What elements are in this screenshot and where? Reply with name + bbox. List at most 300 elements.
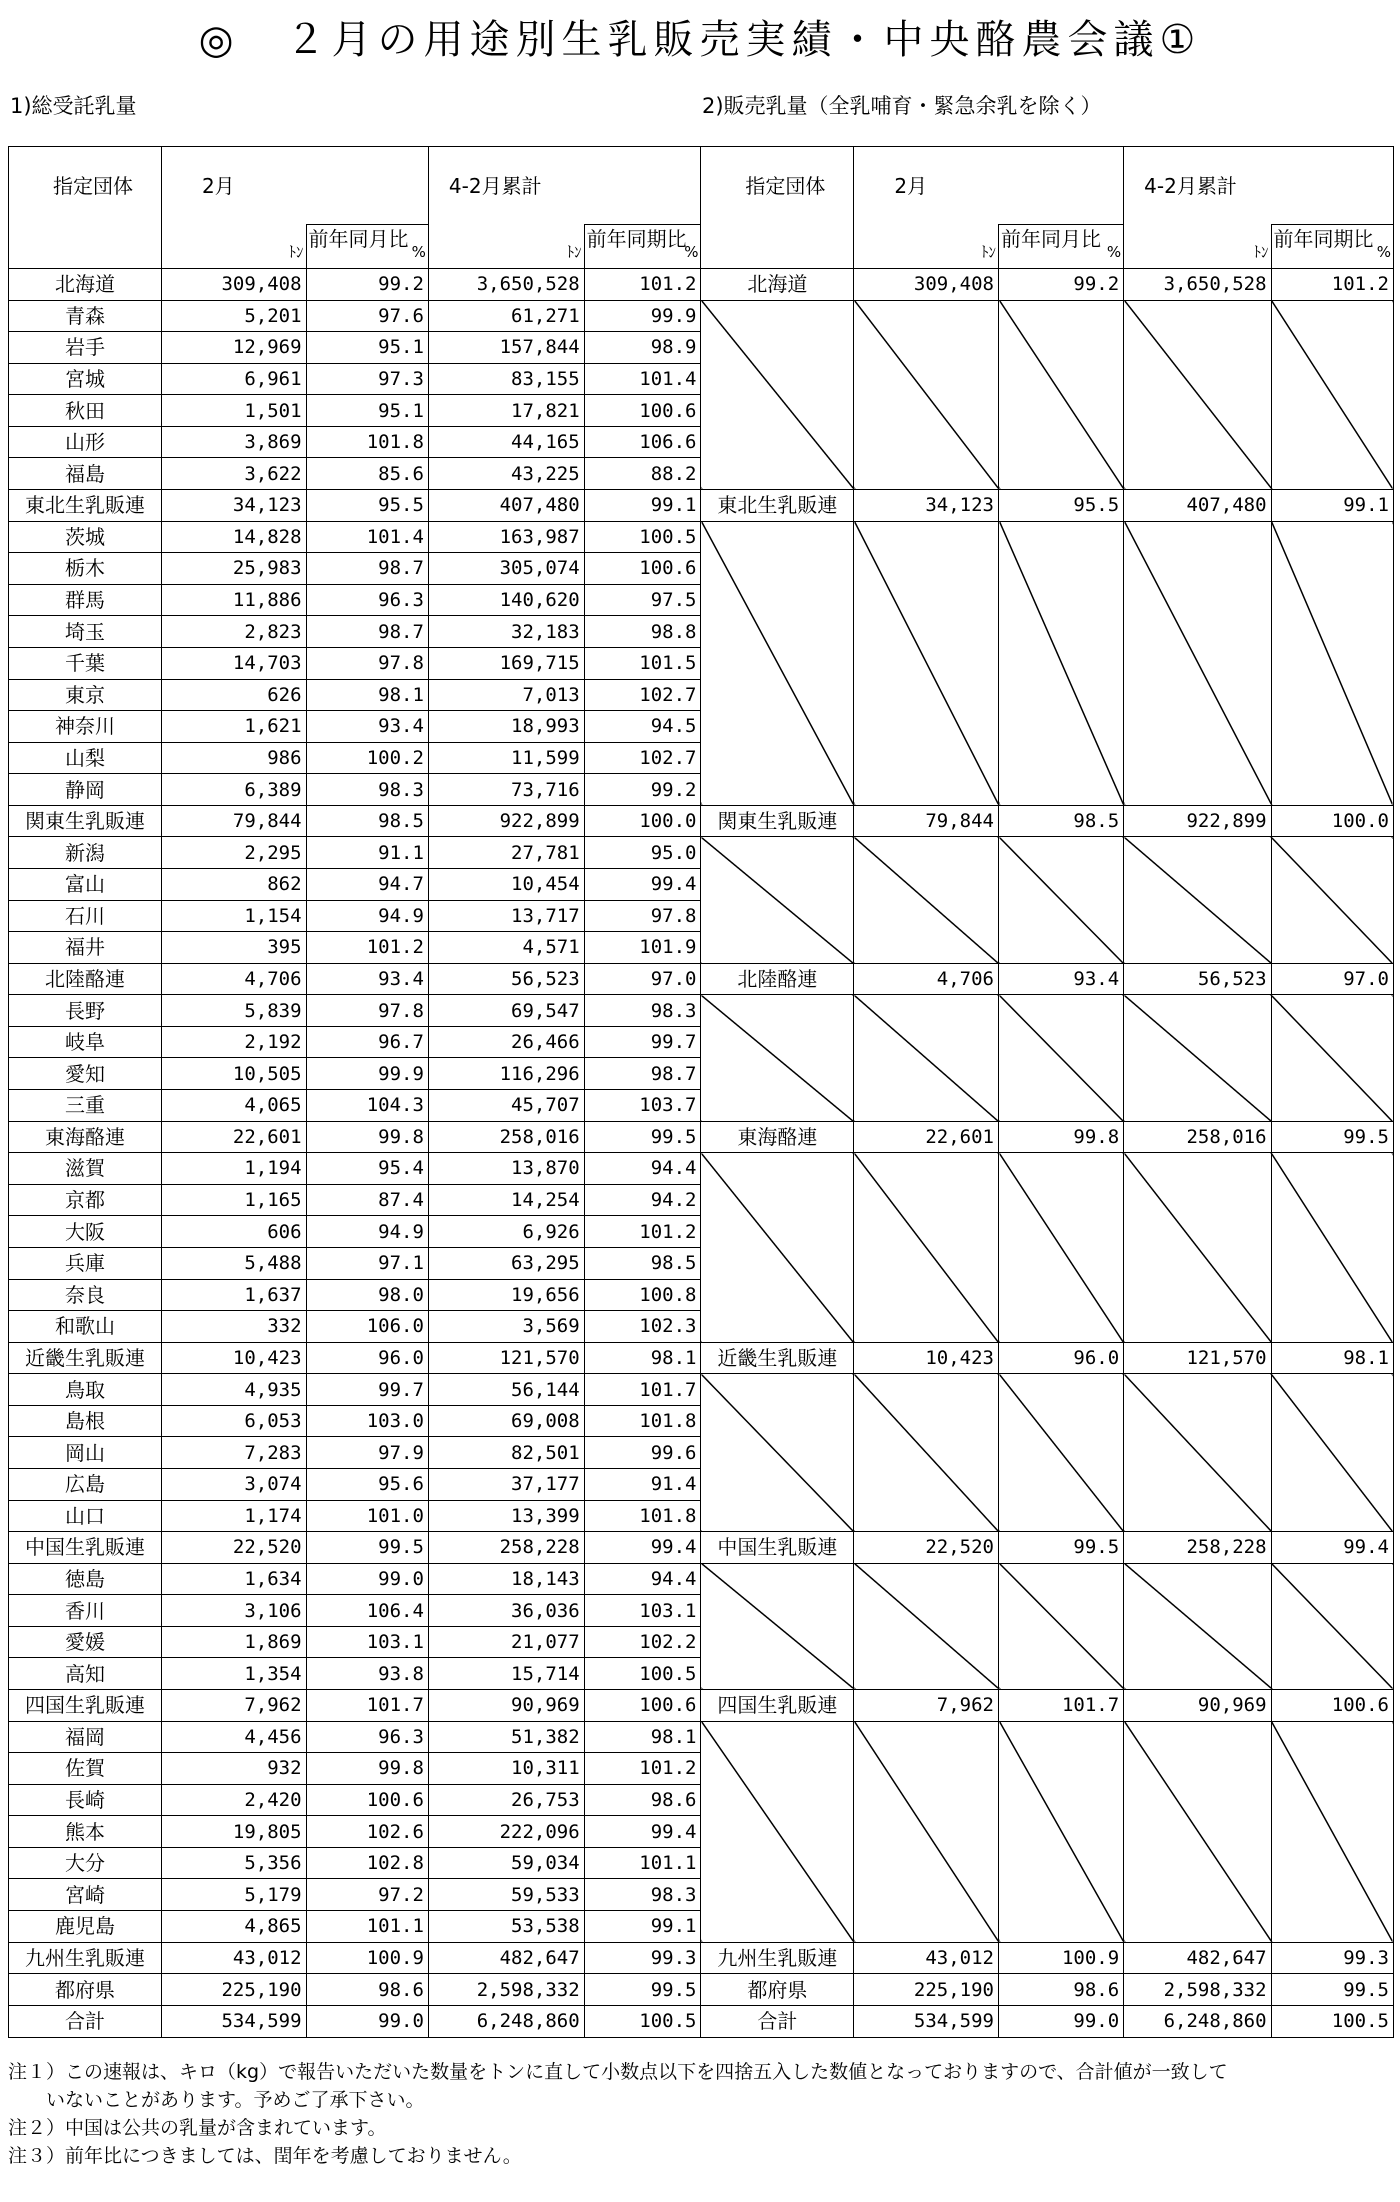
month-volume-cell: 2,420 [161,1784,306,1816]
cumulative-yoy-cell: 99.7 [584,1026,701,1058]
cumulative-yoy-cell: 101.2 [584,1753,701,1785]
month-yoy-cell: 98.7 [306,553,428,585]
month-volume-cell: 10,423 [161,1342,306,1374]
footnote-2: 注２）中国は公共の乳量が含まれています。 [8,2117,387,2139]
sales-cumulative-yoy-cell: 98.1 [1271,1342,1393,1374]
sales-month-yoy-cell: 96.0 [999,1342,1124,1374]
blank-diagonal-cell [999,521,1124,805]
month-volume-cell: 22,601 [161,1121,306,1153]
table-row [9,995,1394,1027]
sales-cumulative-yoy-cell: 99.5 [1271,1121,1393,1153]
sales-month-volume-cell: 34,123 [854,490,999,522]
cumulative-yoy-cell: 100.5 [584,2005,701,2037]
month-volume-cell: 332 [161,1311,306,1343]
blank-diagonal-cell [854,995,999,1121]
section-heading-sales-volume: 2)販売乳量（全乳哺育・緊急余乳を除く） [702,94,1102,118]
cumulative-volume-cell: 10,311 [428,1753,584,1785]
cumulative-yoy-cell: 94.5 [584,711,701,743]
org-name-cell: 神奈川 [9,711,162,743]
table-row [9,1374,1394,1406]
cumulative-yoy-cell: 99.4 [584,1532,701,1564]
month-volume-cell: 4,456 [161,1721,306,1753]
blank-diagonal-cell [1124,995,1271,1121]
cumulative-yoy-cell: 99.5 [584,1121,701,1153]
blank-diagonal-cell [854,837,999,963]
cumulative-yoy-cell: 99.4 [584,868,701,900]
org-name-cell: 佐賀 [9,1753,162,1785]
month-volume-cell: 79,844 [161,805,306,837]
month-yoy-cell: 98.5 [306,805,428,837]
summary-row [9,963,1394,995]
month-yoy-cell: 101.0 [306,1500,428,1532]
sales-cumulative-yoy-cell: 99.3 [1271,1942,1393,1974]
sales-org-name-cell: 中国生乳販連 [701,1532,854,1564]
summary-row [9,805,1394,837]
blank-diagonal-cell [1124,837,1271,963]
cumulative-yoy-cell: 99.4 [584,1816,701,1848]
org-name-cell: 石川 [9,900,162,932]
cumulative-yoy-cell: 100.6 [584,553,701,585]
cumulative-volume-cell: 61,271 [428,300,584,332]
org-name-cell: 鳥取 [9,1374,162,1406]
month-yoy-cell: 95.5 [306,490,428,522]
footnote-1: 注１）この速報は、キロ（kg）で報告いただいた数量をトンに直して小数点以下を四捨五入した数値となっておりますので、合計値が一致して [8,2061,1228,2083]
sales-month-volume-cell: 10,423 [854,1342,999,1374]
org-name-cell: 富山 [9,868,162,900]
month-yoy-cell: 99.2 [306,269,428,301]
sales-month-volume-cell: 534,599 [854,2005,999,2037]
org-name-cell: 埼玉 [9,616,162,648]
blank-diagonal-cell [854,1721,999,1942]
month-yoy-cell: 95.1 [306,332,428,364]
month-yoy-cell: 97.6 [306,300,428,332]
cumulative-yoy-cell: 106.6 [584,426,701,458]
table-row [9,300,1394,332]
cumulative-yoy-cell: 99.1 [584,1911,701,1943]
cumulative-volume-cell: 258,016 [428,1121,584,1153]
sales-cumulative-volume-cell: 6,248,860 [1124,2005,1271,2037]
sales-cumulative-yoy-cell: 101.2 [1271,269,1393,301]
cumulative-yoy-cell: 94.4 [584,1153,701,1185]
header-month-left: 2月 [161,147,428,225]
cumulative-volume-cell: 2,598,332 [428,1974,584,2006]
month-yoy-cell: 94.7 [306,868,428,900]
month-volume-cell: 10,505 [161,1058,306,1090]
blank-diagonal-cell [701,837,854,963]
cumulative-volume-cell: 53,538 [428,1911,584,1943]
sales-month-volume-cell: 4,706 [854,963,999,995]
table-row [9,837,1394,869]
section-heading-total-consigned: 1)総受託乳量 [10,94,137,118]
cumulative-volume-cell: 13,870 [428,1153,584,1185]
sales-cumulative-volume-cell: 482,647 [1124,1942,1271,1974]
blank-diagonal-cell [1124,1374,1271,1532]
footnote-1-cont: いないことがあります。予めご了承下さい。 [8,2089,425,2111]
org-name-cell: 北海道 [9,269,162,301]
blank-diagonal-cell [854,1153,999,1342]
cumulative-volume-cell: 407,480 [428,490,584,522]
cumulative-volume-cell: 18,143 [428,1563,584,1595]
cumulative-volume-cell: 14,254 [428,1184,584,1216]
cumulative-yoy-cell: 98.7 [584,1058,701,1090]
month-yoy-cell: 96.3 [306,1721,428,1753]
sales-cumulative-volume-cell: 121,570 [1124,1342,1271,1374]
cumulative-yoy-cell: 98.1 [584,1342,701,1374]
cumulative-volume-cell: 169,715 [428,647,584,679]
month-volume-cell: 395 [161,932,306,964]
month-yoy-cell: 101.4 [306,521,428,553]
org-name-cell: 茨城 [9,521,162,553]
month-volume-cell: 25,983 [161,553,306,585]
blank-diagonal-cell [1124,1721,1271,1942]
org-name-cell: 高知 [9,1658,162,1690]
cumulative-yoy-cell: 91.4 [584,1468,701,1500]
month-volume-cell: 4,935 [161,1374,306,1406]
cumulative-volume-cell: 36,036 [428,1595,584,1627]
month-yoy-cell: 101.2 [306,932,428,964]
sales-cumulative-volume-cell: 258,228 [1124,1532,1271,1564]
month-yoy-cell: 91.1 [306,837,428,869]
month-yoy-cell: 95.1 [306,395,428,427]
cumulative-yoy-cell: 100.8 [584,1279,701,1311]
sales-org-name-cell: 九州生乳販連 [701,1942,854,1974]
cumulative-volume-cell: 69,547 [428,995,584,1027]
sales-month-yoy-cell: 95.5 [999,490,1124,522]
sales-month-yoy-cell: 99.2 [999,269,1124,301]
table-row [9,1563,1394,1595]
cumulative-yoy-cell: 100.5 [584,521,701,553]
cumulative-yoy-cell: 98.5 [584,1247,701,1279]
month-yoy-cell: 87.4 [306,1184,428,1216]
sales-month-volume-cell: 22,520 [854,1532,999,1564]
month-volume-cell: 12,969 [161,332,306,364]
cumulative-volume-cell: 116,296 [428,1058,584,1090]
month-yoy-cell: 97.8 [306,647,428,679]
month-volume-cell: 3,106 [161,1595,306,1627]
cumulative-volume-cell: 140,620 [428,584,584,616]
cumulative-yoy-cell: 101.1 [584,1847,701,1879]
cumulative-volume-cell: 3,650,528 [428,269,584,301]
cumulative-yoy-cell: 101.4 [584,363,701,395]
month-volume-cell: 309,408 [161,269,306,301]
month-volume-cell: 3,622 [161,458,306,490]
sales-month-yoy-cell: 100.9 [999,1942,1124,1974]
month-yoy-cell: 100.9 [306,1942,428,1974]
org-name-cell: 福井 [9,932,162,964]
cumulative-yoy-cell: 99.9 [584,300,701,332]
cumulative-volume-cell: 90,969 [428,1690,584,1722]
cumulative-volume-cell: 37,177 [428,1468,584,1500]
sales-cumulative-yoy-cell: 100.6 [1271,1690,1393,1722]
summary-row [9,1974,1394,2006]
blank-diagonal-cell [999,1721,1124,1942]
unit-ton-left-2: ﾄﾝ [428,225,584,269]
blank-diagonal-cell [1124,1563,1271,1689]
cumulative-yoy-cell: 95.0 [584,837,701,869]
org-name-cell: 広島 [9,1468,162,1500]
blank-diagonal-cell [1271,521,1393,805]
month-volume-cell: 4,865 [161,1911,306,1943]
org-name-cell: 合計 [9,2005,162,2037]
sales-cumulative-yoy-cell: 99.5 [1271,1974,1393,2006]
cumulative-volume-cell: 63,295 [428,1247,584,1279]
cumulative-volume-cell: 163,987 [428,521,584,553]
sales-cumulative-yoy-cell: 99.1 [1271,490,1393,522]
sales-cumulative-volume-cell: 90,969 [1124,1690,1271,1722]
cumulative-volume-cell: 59,034 [428,1847,584,1879]
month-yoy-cell: 103.0 [306,1405,428,1437]
sales-cumulative-yoy-cell: 97.0 [1271,963,1393,995]
cumulative-volume-cell: 56,144 [428,1374,584,1406]
month-yoy-cell: 99.7 [306,1374,428,1406]
header-org-right: 指定団体 [701,147,854,225]
blank-diagonal-cell [999,1374,1124,1532]
org-name-cell: 千葉 [9,647,162,679]
org-name-cell: 長野 [9,995,162,1027]
cumulative-yoy-cell: 100.6 [584,1690,701,1722]
sales-month-yoy-cell: 99.5 [999,1532,1124,1564]
month-yoy-cell: 98.3 [306,774,428,806]
month-volume-cell: 4,065 [161,1090,306,1122]
month-yoy-cell: 96.7 [306,1026,428,1058]
sales-org-name-cell: 東海酪連 [701,1121,854,1153]
month-volume-cell: 2,192 [161,1026,306,1058]
cumulative-volume-cell: 32,183 [428,616,584,648]
month-volume-cell: 534,599 [161,2005,306,2037]
milk-sales-table [8,146,1394,2038]
org-name-cell: 北陸酪連 [9,963,162,995]
org-name-cell: 愛媛 [9,1626,162,1658]
org-name-cell: 福島 [9,458,162,490]
month-volume-cell: 22,520 [161,1532,306,1564]
blank-diagonal-cell [999,300,1124,489]
blank-diagonal-cell [1271,1153,1393,1342]
header-row [9,147,1394,225]
cumulative-volume-cell: 27,781 [428,837,584,869]
cumulative-volume-cell: 17,821 [428,395,584,427]
cumulative-yoy-cell: 102.2 [584,1626,701,1658]
month-yoy-cell: 97.8 [306,995,428,1027]
sales-month-volume-cell: 309,408 [854,269,999,301]
org-name-cell: 栃木 [9,553,162,585]
header-yoy-month-left: 前年同月比 % [306,225,428,269]
sales-cumulative-volume-cell: 3,650,528 [1124,269,1271,301]
cumulative-yoy-cell: 99.2 [584,774,701,806]
sales-org-name-cell: 近畿生乳販連 [701,1342,854,1374]
blank-diagonal-cell [701,1563,854,1689]
cumulative-volume-cell: 82,501 [428,1437,584,1469]
sales-cumulative-volume-cell: 922,899 [1124,805,1271,837]
cumulative-volume-cell: 11,599 [428,742,584,774]
org-name-cell: 近畿生乳販連 [9,1342,162,1374]
cumulative-yoy-cell: 99.3 [584,1942,701,1974]
month-yoy-cell: 106.0 [306,1311,428,1343]
summary-row [9,1342,1394,1374]
cumulative-yoy-cell: 103.7 [584,1090,701,1122]
org-name-cell: 四国生乳販連 [9,1690,162,1722]
cumulative-volume-cell: 121,570 [428,1342,584,1374]
cumulative-volume-cell: 157,844 [428,332,584,364]
month-yoy-cell: 104.3 [306,1090,428,1122]
month-yoy-cell: 100.2 [306,742,428,774]
month-volume-cell: 1,637 [161,1279,306,1311]
org-name-cell: 香川 [9,1595,162,1627]
org-name-cell: 宮崎 [9,1879,162,1911]
org-name-cell: 東京 [9,679,162,711]
table-row [9,1721,1394,1753]
blank-diagonal-cell [701,1153,854,1342]
month-volume-cell: 932 [161,1753,306,1785]
sales-month-volume-cell: 225,190 [854,1974,999,2006]
month-volume-cell: 606 [161,1216,306,1248]
month-yoy-cell: 93.4 [306,963,428,995]
cumulative-volume-cell: 51,382 [428,1721,584,1753]
cumulative-yoy-cell: 99.6 [584,1437,701,1469]
sales-cumulative-volume-cell: 56,523 [1124,963,1271,995]
org-name-cell: 静岡 [9,774,162,806]
month-volume-cell: 11,886 [161,584,306,616]
cumulative-volume-cell: 45,707 [428,1090,584,1122]
cumulative-volume-cell: 922,899 [428,805,584,837]
blank-diagonal-cell [1124,521,1271,805]
org-name-cell: 鹿児島 [9,1911,162,1943]
org-name-cell: 熊本 [9,1816,162,1848]
sales-org-name-cell: 四国生乳販連 [701,1690,854,1722]
sales-org-name-cell: 関東生乳販連 [701,805,854,837]
sales-org-name-cell: 東北生乳販連 [701,490,854,522]
cumulative-yoy-cell: 97.8 [584,900,701,932]
cumulative-yoy-cell: 97.5 [584,584,701,616]
blank-diagonal-cell [854,521,999,805]
month-yoy-cell: 101.8 [306,426,428,458]
blank-diagonal-cell [701,521,854,805]
cumulative-volume-cell: 56,523 [428,963,584,995]
org-name-cell: 岐阜 [9,1026,162,1058]
month-yoy-cell: 98.0 [306,1279,428,1311]
month-yoy-cell: 97.9 [306,1437,428,1469]
cumulative-yoy-cell: 102.3 [584,1311,701,1343]
header-cumulative-left: 4-2月累計 [428,147,701,225]
blank-diagonal-cell [701,1721,854,1942]
cumulative-volume-cell: 13,717 [428,900,584,932]
org-name-cell: 和歌山 [9,1311,162,1343]
month-yoy-cell: 98.6 [306,1974,428,2006]
cumulative-yoy-cell: 100.6 [584,395,701,427]
cumulative-volume-cell: 3,569 [428,1311,584,1343]
cumulative-volume-cell: 43,225 [428,458,584,490]
month-yoy-cell: 99.9 [306,1058,428,1090]
sales-cumulative-volume-cell: 2,598,332 [1124,1974,1271,2006]
blank-diagonal-cell [999,1153,1124,1342]
month-yoy-cell: 85.6 [306,458,428,490]
month-yoy-cell: 97.2 [306,1879,428,1911]
org-name-cell: 関東生乳販連 [9,805,162,837]
cumulative-yoy-cell: 98.1 [584,1721,701,1753]
month-volume-cell: 34,123 [161,490,306,522]
month-yoy-cell: 102.6 [306,1816,428,1848]
month-volume-cell: 1,869 [161,1626,306,1658]
org-name-cell: 山梨 [9,742,162,774]
cumulative-yoy-cell: 101.8 [584,1405,701,1437]
cumulative-yoy-cell: 94.4 [584,1563,701,1595]
org-name-cell: 岡山 [9,1437,162,1469]
cumulative-volume-cell: 7,013 [428,679,584,711]
month-volume-cell: 7,283 [161,1437,306,1469]
month-volume-cell: 5,839 [161,995,306,1027]
org-name-cell: 東海酪連 [9,1121,162,1153]
blank-diagonal-cell [1271,995,1393,1121]
month-volume-cell: 2,823 [161,616,306,648]
month-yoy-cell: 97.1 [306,1247,428,1279]
summary-row [9,1942,1394,1974]
month-yoy-cell: 93.4 [306,711,428,743]
month-yoy-cell: 94.9 [306,900,428,932]
blank-diagonal-cell [1271,1721,1393,1942]
org-name-cell: 三重 [9,1090,162,1122]
blank-diagonal-cell [999,1563,1124,1689]
month-yoy-cell: 99.0 [306,2005,428,2037]
blank-diagonal-cell [701,995,854,1121]
cumulative-yoy-cell: 99.5 [584,1974,701,2006]
cumulative-yoy-cell: 98.9 [584,332,701,364]
month-volume-cell: 6,389 [161,774,306,806]
month-volume-cell: 19,805 [161,1816,306,1848]
cumulative-volume-cell: 19,656 [428,1279,584,1311]
month-volume-cell: 1,501 [161,395,306,427]
org-name-cell: 山形 [9,426,162,458]
sales-cumulative-volume-cell: 407,480 [1124,490,1271,522]
cumulative-volume-cell: 305,074 [428,553,584,585]
blank-diagonal-cell [1271,300,1393,489]
sales-month-yoy-cell: 101.7 [999,1690,1124,1722]
sales-month-yoy-cell: 99.0 [999,2005,1124,2037]
cumulative-yoy-cell: 101.9 [584,932,701,964]
summary-row [9,269,1394,301]
sales-cumulative-yoy-cell: 100.0 [1271,805,1393,837]
cumulative-yoy-cell: 101.7 [584,1374,701,1406]
table-row [9,521,1394,553]
sales-org-name-cell: 北海道 [701,269,854,301]
blank-diagonal-cell [854,1374,999,1532]
month-yoy-cell: 96.3 [306,584,428,616]
month-yoy-cell: 98.7 [306,616,428,648]
org-name-cell: 長崎 [9,1784,162,1816]
org-name-cell: 大阪 [9,1216,162,1248]
month-volume-cell: 1,174 [161,1500,306,1532]
cumulative-volume-cell: 83,155 [428,363,584,395]
org-name-cell: 徳島 [9,1563,162,1595]
sales-cumulative-yoy-cell: 100.5 [1271,2005,1393,2037]
cumulative-volume-cell: 13,399 [428,1500,584,1532]
sales-month-yoy-cell: 93.4 [999,963,1124,995]
summary-row [9,490,1394,522]
unit-ton-left-1: ﾄﾝ [161,225,306,269]
org-name-cell: 新潟 [9,837,162,869]
month-yoy-cell: 101.1 [306,1911,428,1943]
cumulative-volume-cell: 26,753 [428,1784,584,1816]
month-volume-cell: 7,962 [161,1690,306,1722]
sales-org-name-cell: 北陸酪連 [701,963,854,995]
cumulative-yoy-cell: 100.0 [584,805,701,837]
cumulative-yoy-cell: 101.8 [584,1500,701,1532]
sales-month-volume-cell: 22,601 [854,1121,999,1153]
month-volume-cell: 6,053 [161,1405,306,1437]
sales-month-volume-cell: 43,012 [854,1942,999,1974]
cumulative-yoy-cell: 94.2 [584,1184,701,1216]
cumulative-yoy-cell: 102.7 [584,679,701,711]
header-month-right: 2月 [854,147,1124,225]
sales-month-yoy-cell: 98.5 [999,805,1124,837]
